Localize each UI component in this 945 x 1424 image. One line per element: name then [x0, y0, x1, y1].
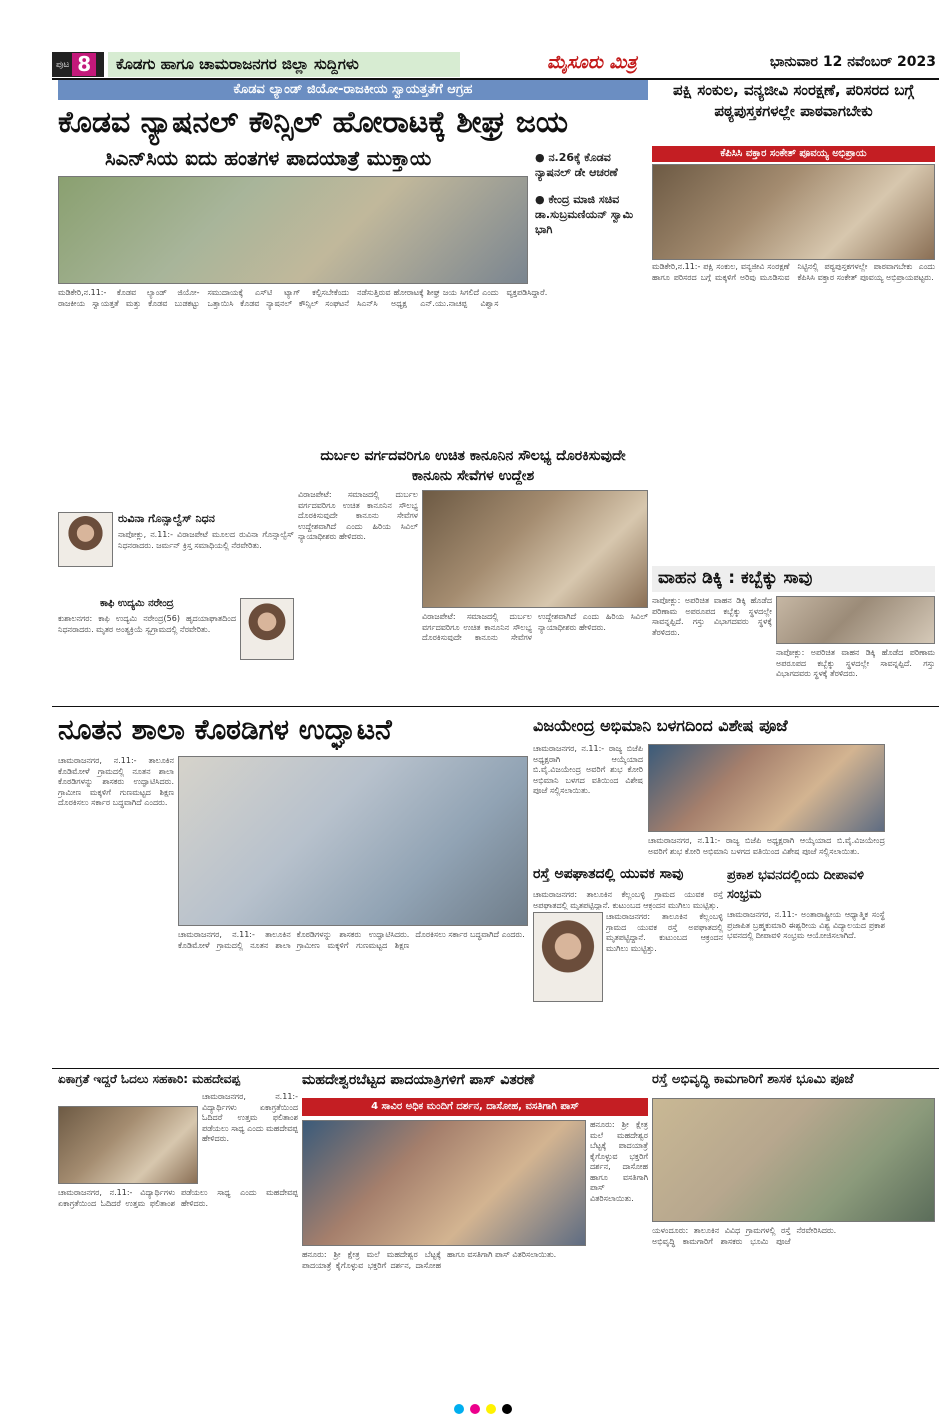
obituary-body: ನಾಪೋಕ್ಲು, ನ.11:- ವಿರಾಜಪೇಟೆ ಮೂಲದ ರುವಿನಾ ಗೊನ್ಸಾಲ್ವೆಸ್ ನಿಧನರಾದರು. ಜರ್ಮನ್ ಕ್ರಿಸ್ತ ಸಮಾಧಿಯಲ್ಲಿ ನೆರವೇರಿತು. — [118, 530, 294, 550]
yellow-dot — [486, 1404, 496, 1414]
school-photo — [178, 756, 528, 926]
page-label: ಪುಟ — [56, 59, 70, 70]
bird-story-strip: ಕೆಪಿಸಿಸಿ ವಕ್ತಾರ ಸಂಕೇತ್ ಪೂವಯ್ಯ ಅಭಿಪ್ರಾಯ — [652, 146, 935, 162]
vehicle-story-body: ನಾಪೋಕ್ಲು: ಅಪರಿಚಿತ ವಾಹನ ಡಿಕ್ಕಿ ಹೊಡೆದ ಪರಿಣಾಮ ಅಪರೂಪದ ಕಬ್ಬೆಕ್ಕು ಸ್ಥಳದಲ್ಲೇ ಸಾವನ್ನಪ್ಪಿದೆ. ಗಸ್ತು ವಿಭಾಗದವರು ಸ್ಥಳಕ್ಕೆ ತೆರಳಿದರು. — [652, 596, 772, 637]
civet-photo — [776, 596, 935, 644]
page-number-badge — [52, 52, 104, 77]
unity-story-headline: ಏಕಾಗ್ರತೆ ಇದ್ದರೆ ಓದಲು ಸಹಕಾರಿ: ಮಹದೇವಪ್ಪ — [58, 1072, 240, 1086]
deepavali-story-headline: ಪ್ರಕಾಶ ಭವನದಲ್ಲಿಂದು ದೀಪಾವಳಿ ಸಂಭ್ರಮ — [727, 868, 864, 902]
lead-subhead: ಸಿಎನ್‌ಸಿಯ ಐದು ಹಂತಗಳ ಪಾದಯಾತ್ರೆ ಮುಕ್ತಾಯ — [105, 146, 432, 170]
legal-story-photo — [422, 490, 648, 608]
vijayendra-story-body: ಚಾಮರಾಜನಗರ, ನ.11:- ರಾಜ್ಯ ಬಿಜೆಪಿ ಅಧ್ಯಕ್ಷರಾಗಿ ಆಯ್ಕೆಯಾದ ಬಿ.ವೈ.ವಿಜಯೇಂದ್ರ ಅವರಿಗೆ ಶುಭ ಕೋರಿ ಅಭಿಮಾನಿ ಬಳಗದ ವತಿಯಿಂದ ವಿಶೇಷ ಪೂಜೆ ಸಲ್ಲಿಸಲಾಯಿತು. — [533, 744, 643, 795]
publication-date: ಭಾನುವಾರ 12 ನವೆಂಬರ್ 2023 — [769, 54, 936, 70]
pass-story-strip: 4 ಸಾವಿರ ಅಧಿಕ ಮಂದಿಗೆ ದರ್ಶನ, ದಾಸೋಹ, ವಸತಿಗಾಗಿ ಪಾಸ್ — [302, 1098, 648, 1116]
obituary-heading: ರುವಿನಾ ಗೊನ್ಸಾಲ್ವೆಸ್ ನಿಧನ — [118, 512, 215, 525]
school-story-body-cont: ಚಾಮರಾಜನಗರ, ನ.11:- ತಾಲೂಕಿನ ಕೊಡಿಮೋಳೆ ಗ್ರಾಮದಲ್ಲಿ ನೂತನ ಶಾಲಾ ಕೊಠಡಿಗಳನ್ನು ಶಾಸಕರು ಉದ್ಘಾಟಿಸಿದರು. ಗ್ರಾಮೀಣ ಮಕ್ಕಳಿಗೆ ಗುಣಮಟ್ಟದ ಶಿಕ್ಷಣ ದೊರಕಿಸಲು ಸರ್ಕಾರ ಬದ್ಧವಾಗಿದೆ ಎಂದರು. — [178, 930, 525, 950]
section-rule — [52, 1068, 939, 1069]
accident-story-headline: ರಸ್ತೆ ಅಪಘಾತದಲ್ಲಿ ಯುವಕ ಸಾವು — [533, 866, 684, 882]
obituary-photo — [58, 512, 113, 567]
unity-photo — [58, 1106, 198, 1184]
bird-story-headline: ಪಕ್ಷಿ ಸಂಕುಲ, ವನ್ಯಜೀವಿ ಸಂರಕ್ಷಣೆ, ಪರಿಸರದ ಬಗ್ಗೆ ಪಠ್ಯಪುಸ್ತಕಗಳಲ್ಲೇ ಪಾಠವಾಗಬೇಕು — [673, 81, 914, 120]
section-rule — [52, 706, 939, 707]
lead-points — [535, 150, 648, 250]
pass-photo — [302, 1120, 586, 1246]
pass-story-headline: ಮಹದೇಶ್ವರಬೆಟ್ಟದ ಪಾದಯಾತ್ರಿಗಳಿಗೆ ಪಾಸ್ ವಿತರಣೆ — [302, 1072, 535, 1088]
accident-victim-photo — [533, 912, 603, 1002]
masthead-logo: ಮೈಸೂರು ಮಿತ್ರ — [547, 52, 637, 73]
deepavali-story-body: ಚಾಮರಾಜನಗರ, ನ.11:- ಅಂತಾರಾಷ್ಟ್ರೀಯ ಆಧ್ಯಾತ್ಮಿಕ ಸಂಸ್ಥೆ ಪ್ರಜಾಪಿತ ಬ್ರಹ್ಮಕುಮಾರಿ ಈಶ್ವರೀಯ ವಿಶ್ವ ವಿದ್ಯಾಲಯದ ಪ್ರಕಾಶ ಭವನದಲ್ಲಿ ದೀಪಾವಳಿ ಸಂಭ್ರಮ ಆಯೋಜಿಸಲಾಗಿದೆ. — [727, 910, 885, 940]
accident-story-body-cont: ಚಾಮರಾಜನಗರ: ತಾಲೂಕಿನ ಕೆಲ್ಲಂಬಳ್ಳಿ ಗ್ರಾಮದ ಯುವಕ ರಸ್ತೆ ಅಪಘಾತದಲ್ಲಿ ಮೃತಪಟ್ಟಿದ್ದಾನೆ. ಕುಟುಂಬದ ಆಕ್ರಂದನ ಮುಗಿಲು ಮುಟ್ಟಿತ್ತು. — [606, 912, 723, 953]
obituary-photo — [240, 598, 294, 660]
lead-photo — [58, 176, 528, 284]
bird-story-photo — [652, 164, 935, 260]
pass-story-body: ಹನೂರು: ಶ್ರೀ ಕ್ಷೇತ್ರ ಮಲೆ ಮಹದೇಶ್ವರ ಬೆಟ್ಟಕ್ಕೆ ಪಾದಯಾತ್ರೆ ಕೈಗೊಳ್ಳುವ ಭಕ್ತರಿಗೆ ದರ್ಶನ, ದಾಸೋಹ ಹಾಗೂ ವಸತಿಗಾಗಿ ಪಾಸ್ ವಿತರಿಸಲಾಯಿತು. — [590, 1120, 648, 1203]
pass-story-body-cont: ಹನೂರು: ಶ್ರೀ ಕ್ಷೇತ್ರ ಮಲೆ ಮಹದೇಶ್ವರ ಬೆಟ್ಟಕ್ಕೆ ಪಾದಯಾತ್ರೆ ಕೈಗೊಳ್ಳುವ ಭಕ್ತರಿಗೆ ದರ್ಶನ, ದಾಸೋಹ ಹಾಗೂ ವಸತಿಗಾಗಿ ಪಾಸ್ ವಿತರಿಸಲಾಯಿತು. — [302, 1250, 557, 1270]
legal-story-body-cont: ವಿರಾಜಪೇಟೆ: ಸಮಾಜದಲ್ಲಿ ದುರ್ಬಲ ವರ್ಗದವರಿಗೂ ಉಚಿತ ಕಾನೂನಿನ ಸೌಲಭ್ಯ ದೊರಕಿಸುವುದೇ ಕಾನೂನು ಸೇವೆಗಳ ಉದ್ದೇಶವಾಗಿದೆ ಎಂದು ಹಿರಿಯ ಸಿವಿಲ್ ನ್ಯಾಯಾಧೀಶರು ಹೇಳಿದರು. — [422, 612, 648, 642]
section-title: ಕೊಡಗು ಹಾಗೂ ಚಾಮರಾಜನಗರ ಜಿಲ್ಲಾ ಸುದ್ದಿಗಳು — [108, 52, 460, 77]
vijayendra-story-headline: ವಿಜಯೇಂದ್ರ ಅಭಿಮಾನಿ ಬಳಗದಿಂದ ವಿಶೇಷ ಪೂಜೆ — [533, 716, 788, 735]
unity-story-body-cont: ಚಾಮರಾಜನಗರ, ನ.11:- ವಿದ್ಯಾರ್ಥಿಗಳು ಏಕಾಗ್ರತೆಯಿಂದ ಓದಿದರೆ ಉತ್ತಮ ಫಲಿತಾಂಶ ಪಡೆಯಲು ಸಾಧ್ಯ ಎಂದು ಮಹದೇವಪ್ಪ ಹೇಳಿದರು. — [58, 1188, 298, 1208]
obituary-heading: ಕಾಫಿ ಉದ್ಯಮಿ ನರೇಂದ್ರ — [100, 598, 174, 609]
legal-story-body: ವಿರಾಜಪೇಟೆ: ಸಮಾಜದಲ್ಲಿ ದುರ್ಬಲ ವರ್ಗದವರಿಗೂ ಉಚಿತ ಕಾನೂನಿನ ಸೌಲಭ್ಯ ದೊರಕಿಸುವುದೇ ಕಾನೂನು ಸೇವೆಗಳ ಉದ್ದೇಶವಾಗಿದೆ ಎಂದು ಹಿರಿಯ ಸಿವಿಲ್ ನ್ಯಾಯಾಧೀಶರು ಹೇಳಿದರು. — [298, 490, 418, 541]
lead-headline: ಕೊಡವ ನ್ಯಾಷನಲ್ ಕೌನ್ಸಿಲ್ ಹೋರಾಟಕ್ಕೆ ಶೀಘ್ರ ಜಯ — [58, 105, 569, 140]
page-number: 8 — [72, 53, 96, 76]
lead-point: ● ಕೇಂದ್ರ ಮಾಜಿ ಸಚಿವ ಡಾ.ಸುಬ್ರಮಣಿಯನ್ ಸ್ವಾಮಿ ಭಾಗಿ — [535, 193, 634, 236]
unity-story-body: ಚಾಮರಾಜನಗರ, ನ.11:- ವಿದ್ಯಾರ್ಥಿಗಳು ಏಕಾಗ್ರತೆಯಿಂದ ಓದಿದರೆ ಉತ್ತಮ ಫಲಿತಾಂಶ ಪಡೆಯಲು ಸಾಧ್ಯ ಎಂದು ಮಹದೇವಪ್ಪ ಹೇಳಿದರು. — [202, 1092, 298, 1143]
vehicle-story-body-cont: ನಾಪೋಕ್ಲು: ಅಪರಿಚಿತ ವಾಹನ ಡಿಕ್ಕಿ ಹೊಡೆದ ಪರಿಣಾಮ ಅಪರೂಪದ ಕಬ್ಬೆಕ್ಕು ಸ್ಥಳದಲ್ಲೇ ಸಾವನ್ನಪ್ಪಿದೆ. ಗಸ್ತು ವಿಭಾಗದವರು ಸ್ಥಳಕ್ಕೆ ತೆರಳಿದರು. — [776, 648, 935, 678]
lead-point: ● ನ.26ಕ್ಕೆ ಕೊಡವ ನ್ಯಾಷನಲ್ ಡೇ ಆಚರಣೆ — [535, 151, 618, 179]
lead-point-text: ಕೇಂದ್ರ ಮಾಜಿ ಸಚಿವ ಡಾ.ಸುಬ್ರಮಣಿಯನ್ ಸ್ವಾಮಿ ಭಾಗಿ — [535, 193, 634, 236]
lead-point-text: ನ.26ಕ್ಕೆ ಕೊಡವ ನ್ಯಾಷನಲ್ ಡೇ ಆಚರಣೆ — [535, 151, 618, 179]
bird-story-body: ಮಡಿಕೇರಿ,ನ.11:- ಪಕ್ಷಿ ಸಂಕುಲ, ವನ್ಯಜೀವಿ ಸಂರಕ್ಷಣೆ ಹಾಗೂ ಪರಿಸರದ ಬಗ್ಗೆ ಮಕ್ಕಳಿಗೆ ಅರಿವು ಮೂಡಿಸುವ ನಿಟ್ಟಿನಲ್ಲಿ ಪಠ್ಯಪುಸ್ತಕಗಳಲ್ಲೇ ಪಾಠವಾಗಬೇಕು ಎಂದು ಕೆಪಿಸಿಸಿ ವಕ್ತಾರ ಸಂಕೇತ್ ಪೂವಯ್ಯ ಅಭಿಪ್ರಾಯಪಟ್ಟರು. — [652, 262, 935, 282]
school-story-headline: ನೂತನ ಶಾಲಾ ಕೊಠಡಿಗಳ ಉದ್ಘಾಟನೆ — [58, 713, 392, 746]
lead-body: ಮಡಿಕೇರಿ,ನ.11:- ಕೊಡವ ಲ್ಯಾಂಡ್ ಜಿಯೋ-ರಾಜಕೀಯ ಸ್ವಾಯತ್ತತೆ ಮತ್ತು ಕೊಡವ ಬುಡಕಟ್ಟು ಸಮುದಾಯಕ್ಕೆ ಎಸ್‌ಟಿ ಟ್ಯಾಗ್ ಕಲ್ಪಿಸಬೇಕೆಂದು ಒತ್ತಾಯಿಸಿ ಕೊಡವ ನ್ಯಾಷನಲ್ ಕೌನ್ಸಿಲ್ ಸಂಘಟನೆ ನಡೆಸುತ್ತಿರುವ ಹೋರಾಟಕ್ಕೆ ಶೀಘ್ರ ಜಯ ಸಿಗಲಿದೆ ಎಂದು ಸಿಎನ್‌ಸಿ ಅಧ್ಯಕ್ಷ ಎನ್.ಯು.ನಾಚಪ್ಪ ವಿಶ್ವಾಸ ವ್ಯಕ್ತಪಡಿಸಿದ್ದಾರೆ. — [58, 288, 548, 308]
school-story-body: ಚಾಮರಾಜನಗರ, ನ.11:- ತಾಲೂಕಿನ ಕೊಡಿಮೋಳೆ ಗ್ರಾಮದಲ್ಲಿ ನೂತನ ಶಾಲಾ ಕೊಠಡಿಗಳನ್ನು ಶಾಸಕರು ಉದ್ಘಾಟಿಸಿದರು. ಗ್ರಾಮೀಣ ಮಕ್ಕಳಿಗೆ ಗುಣಮಟ್ಟದ ಶಿಕ್ಷಣ ದೊರಕಿಸಲು ಸರ್ಕಾರ ಬದ್ಧವಾಗಿದೆ ಎಂದರು. — [58, 756, 174, 807]
road-photo — [652, 1098, 935, 1222]
accident-story-body: ಚಾಮರಾಜನಗರ: ತಾಲೂಕಿನ ಕೆಲ್ಲಂಬಳ್ಳಿ ಗ್ರಾಮದ ಯುವಕ ರಸ್ತೆ ಅಪಘಾತದಲ್ಲಿ ಮೃತಪಟ್ಟಿದ್ದಾನೆ. ಕುಟುಂಬದ ಆಕ್ರಂದನ ಮುಗಿಲು ಮುಟ್ಟಿತ್ತು. — [533, 890, 723, 910]
obituary-body: ಕುಶಾಲನಗರ: ಕಾಫಿ ಉದ್ಯಮಿ ನರೇಂದ್ರ(56) ಹೃದಯಾಘಾತದಿಂದ ನಿಧನರಾದರು. ಮೃತರ ಅಂತ್ಯಕ್ರಿಯೆ ಸ್ವಗ್ರಾಮದಲ್ಲಿ ನೆರವೇರಿತು. — [58, 614, 236, 634]
color-registration-marks — [454, 1404, 512, 1414]
vehicle-story-headline: ವಾಹನ ಡಿಕ್ಕಿ : ಕಬ್ಬೆಕ್ಕು ಸಾವು — [652, 566, 935, 592]
lead-kicker: ಕೊಡವ ಲ್ಯಾಂಡ್ ಜಿಯೋ-ರಾಜಕೀಯ ಸ್ವಾಯತ್ತತೆಗೆ ಆಗ್ರಹ — [58, 80, 648, 100]
road-story-body: ಯಳಂದೂರು: ತಾಲೂಕಿನ ವಿವಿಧ ಗ್ರಾಮಗಳಲ್ಲಿ ರಸ್ತೆ ಅಭಿವೃದ್ಧಿ ಕಾಮಗಾರಿಗೆ ಶಾಸಕರು ಭೂಮಿ ಪೂಜೆ ನೆರವೇರಿಸಿದರು. — [652, 1226, 837, 1246]
cyan-dot — [454, 1404, 464, 1414]
black-dot — [502, 1404, 512, 1414]
magenta-dot — [470, 1404, 480, 1414]
road-story-headline: ರಸ್ತೆ ಅಭಿವೃದ್ಧಿ ಕಾಮಗಾರಿಗೆ ಶಾಸಕ ಭೂಮಿ ಪೂಜೆ — [652, 1072, 854, 1087]
vijayendra-story-body-cont: ಚಾಮರಾಜನಗರ, ನ.11:- ರಾಜ್ಯ ಬಿಜೆಪಿ ಅಧ್ಯಕ್ಷರಾಗಿ ಆಯ್ಕೆಯಾದ ಬಿ.ವೈ.ವಿಜಯೇಂದ್ರ ಅವರಿಗೆ ಶುಭ ಕೋರಿ ಅಭಿಮಾನಿ ಬಳಗದ ವತಿಯಿಂದ ವಿಶೇಷ ಪೂಜೆ ಸಲ್ಲಿಸಲಾಯಿತು. — [648, 836, 885, 856]
vijayendra-photo — [648, 744, 885, 832]
legal-story-headline: ದುರ್ಬಲ ವರ್ಗದವರಿಗೂ ಉಚಿತ ಕಾನೂನಿನ ಸೌಲಭ್ಯ ದೊರಕಿಸುವುದೇ ಕಾನೂನು ಸೇವೆಗಳ ಉದ್ದೇಶ — [320, 448, 626, 484]
